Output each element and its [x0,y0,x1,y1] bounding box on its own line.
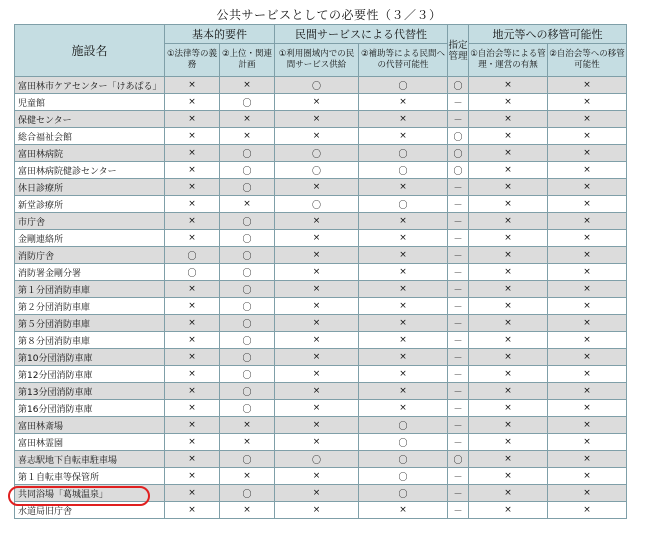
rating-cell: × [275,349,359,366]
rating-cell: × [165,366,220,383]
rating-cell: × [469,264,548,281]
facility-name-cell: 第13分団消防車庫 [15,383,165,400]
rating-cell: × [359,332,448,349]
facility-name-cell: 富田林市ケアセンター「けあぱる」 [15,77,165,94]
rating-cell: × [165,196,220,213]
rating-cell: × [359,111,448,128]
table-row [15,213,627,230]
rating-cell: × [359,179,448,196]
table-row [15,434,627,451]
rating-cell: × [275,179,359,196]
table-row [15,247,627,264]
header-private-supply: ①利用圏域内での民間サービス供給 [275,44,359,77]
rating-cell: × [275,94,359,111]
header-private-substitution: 民間サービスによる代替性 [275,25,448,44]
rating-cell: × [275,111,359,128]
rating-cell: × [165,145,220,162]
rating-cell: × [469,128,548,145]
rating-cell: 〇 [165,264,220,281]
facility-name-cell: 第10分団消防車庫 [15,349,165,366]
rating-cell: 〇 [220,230,275,247]
rating-cell: × [469,400,548,417]
rating-cell: × [165,111,220,128]
rating-cell: × [359,230,448,247]
table-row [15,162,627,179]
table-row [15,196,627,213]
table-row [15,77,627,94]
rating-cell: 〇 [165,247,220,264]
rating-cell: × [275,468,359,485]
rating-cell: × [469,162,548,179]
facility-name-cell: 金剛連絡所 [15,230,165,247]
rating-cell: × [359,298,448,315]
rating-cell: － [448,332,469,349]
table-row [15,230,627,247]
rating-cell: － [448,315,469,332]
header-local-transfer: 地元等への移管可能性 [469,25,627,44]
rating-cell: × [275,417,359,434]
rating-cell: × [275,281,359,298]
table-row [15,400,627,417]
rating-cell: － [448,179,469,196]
header-subsidy-substitution: ②補助等による民間への代替可能性 [359,44,448,77]
rating-cell: － [448,383,469,400]
rating-cell: × [165,162,220,179]
rating-cell: × [548,298,627,315]
rating-cell: 〇 [359,468,448,485]
rating-cell: × [359,213,448,230]
rating-cell: × [469,502,548,519]
rating-cell: － [448,213,469,230]
rating-cell: 〇 [220,94,275,111]
rating-cell: × [275,434,359,451]
rating-cell: 〇 [448,77,469,94]
rating-cell: × [220,434,275,451]
rating-cell: 〇 [220,145,275,162]
rating-cell: 〇 [359,451,448,468]
rating-cell: － [448,349,469,366]
table-row [15,145,627,162]
rating-cell: × [469,349,548,366]
table-row [15,94,627,111]
rating-cell: × [165,332,220,349]
rating-cell: × [469,332,548,349]
table-row [15,451,627,468]
rating-cell: 〇 [220,332,275,349]
rating-cell: 〇 [220,315,275,332]
rating-cell: 〇 [448,162,469,179]
rating-cell: × [165,179,220,196]
rating-cell: × [275,315,359,332]
rating-cell: × [220,196,275,213]
rating-cell: × [548,383,627,400]
header-community-transfer: ②自治会等への移管可能性 [548,44,627,77]
rating-cell: － [448,468,469,485]
rating-cell: 〇 [220,281,275,298]
rating-cell: × [548,264,627,281]
facility-name-cell: 総合福祉会館 [15,128,165,145]
rating-cell: × [275,485,359,502]
rating-cell: × [165,434,220,451]
rating-cell: × [359,349,448,366]
facility-name-cell: 富田林霊園 [15,434,165,451]
facility-name-cell: 第12分団消防車庫 [15,366,165,383]
rating-cell: 〇 [220,247,275,264]
rating-cell: × [359,94,448,111]
rating-cell: × [359,502,448,519]
page-title: 公共サービスとしての必要性（３／３） [216,8,442,22]
rating-cell: 〇 [220,383,275,400]
facility-name-cell: 水道局旧庁舎 [15,502,165,519]
rating-cell: × [165,298,220,315]
facility-name-cell: 休日診療所 [15,179,165,196]
rating-cell: － [448,230,469,247]
rating-cell: × [220,128,275,145]
rating-cell: × [548,145,627,162]
red-highlight-circle [8,486,150,506]
rating-cell: 〇 [359,145,448,162]
rating-cell: × [275,264,359,281]
rating-cell: × [359,128,448,145]
rating-cell: × [469,366,548,383]
rating-cell: × [548,162,627,179]
rating-cell: 〇 [220,213,275,230]
header-legal-obligation: ①法律等の義務 [165,44,220,77]
rating-cell: － [448,400,469,417]
rating-cell: × [548,417,627,434]
table-row [15,315,627,332]
header-community-management: ①自治会等による管理・運営の有無 [469,44,548,77]
rating-cell: 〇 [220,366,275,383]
table-row [15,332,627,349]
header-designated-management: 指定管理 [448,25,469,77]
rating-cell: × [165,451,220,468]
rating-cell: × [165,417,220,434]
rating-cell: × [359,315,448,332]
rating-cell: × [548,77,627,94]
header-facility-name: 施設名 [15,25,165,77]
rating-cell: － [448,111,469,128]
rating-cell: × [548,400,627,417]
rating-cell: × [359,281,448,298]
table-row [15,128,627,145]
rating-cell: × [275,213,359,230]
rating-cell: × [548,179,627,196]
facility-name-cell: 新堂診療所 [15,196,165,213]
rating-cell: × [165,502,220,519]
facility-name-cell: 消防庁舎 [15,247,165,264]
rating-cell: × [469,94,548,111]
table-row [15,298,627,315]
facility-name-cell: 消防署金剛分署 [15,264,165,281]
rating-cell: × [548,128,627,145]
rating-cell: × [275,366,359,383]
rating-cell: 〇 [448,128,469,145]
rating-cell: 〇 [275,451,359,468]
rating-cell: × [165,128,220,145]
rating-cell: × [548,434,627,451]
facility-name-cell: 保健センター [15,111,165,128]
rating-cell: × [220,468,275,485]
rating-cell: 〇 [220,485,275,502]
facility-name-cell: 第１分団消防車庫 [15,281,165,298]
rating-cell: 〇 [220,162,275,179]
table-row [15,281,627,298]
rating-cell: － [448,417,469,434]
facility-name-cell: 富田林病院 [15,145,165,162]
rating-cell: × [275,332,359,349]
rating-cell: × [548,281,627,298]
rating-cell: × [359,366,448,383]
rating-cell: × [469,315,548,332]
table-row [15,468,627,485]
rating-cell: 〇 [220,349,275,366]
rating-cell: × [548,332,627,349]
rating-cell: × [165,77,220,94]
rating-cell: × [359,383,448,400]
rating-cell: 〇 [220,400,275,417]
rating-cell: － [448,281,469,298]
rating-cell: － [448,298,469,315]
rating-cell: × [165,213,220,230]
rating-cell: 〇 [359,485,448,502]
rating-cell: × [220,417,275,434]
rating-cell: × [469,417,548,434]
table-row [15,383,627,400]
rating-cell: × [469,485,548,502]
rating-cell: × [469,145,548,162]
rating-cell: 〇 [448,145,469,162]
rating-cell: － [448,366,469,383]
rating-cell: － [448,434,469,451]
rating-cell: 〇 [220,298,275,315]
rating-cell: 〇 [448,451,469,468]
rating-cell: － [448,502,469,519]
rating-cell: 〇 [275,162,359,179]
rating-cell: × [220,111,275,128]
rating-cell: × [359,264,448,281]
rating-cell: 〇 [220,451,275,468]
table-row [15,349,627,366]
rating-cell: × [469,230,548,247]
facility-name-cell: 富田林斎場 [15,417,165,434]
rating-cell: × [165,230,220,247]
rating-cell: － [448,485,469,502]
rating-cell: × [548,502,627,519]
rating-cell: × [548,94,627,111]
rating-cell: × [548,196,627,213]
rating-cell: × [165,315,220,332]
rating-cell: × [165,468,220,485]
rating-cell: 〇 [220,264,275,281]
rating-cell: － [448,94,469,111]
rating-cell: 〇 [359,77,448,94]
rating-cell: × [165,349,220,366]
header-basic-requirements: 基本的要件 [165,25,275,44]
rating-cell: － [448,247,469,264]
rating-cell: × [165,281,220,298]
rating-cell: × [220,502,275,519]
rating-cell: 〇 [359,417,448,434]
facility-name-cell: 富田林病院健診センター [15,162,165,179]
rating-cell: × [275,298,359,315]
rating-cell: × [548,247,627,264]
rating-cell: × [548,213,627,230]
facility-name-cell: 第２分団消防車庫 [15,298,165,315]
rating-cell: × [548,315,627,332]
rating-cell: × [275,502,359,519]
rating-cell: × [548,349,627,366]
rating-cell: × [165,94,220,111]
rating-cell: 〇 [275,77,359,94]
rating-cell: × [275,230,359,247]
rating-cell: × [469,451,548,468]
facility-name-cell: 第８分団消防車庫 [15,332,165,349]
rating-cell: × [469,468,548,485]
rating-cell: × [548,468,627,485]
rating-cell: － [448,264,469,281]
rating-cell: × [359,247,448,264]
rating-cell: × [469,213,548,230]
rating-cell: × [220,77,275,94]
table-row [15,179,627,196]
rating-cell: 〇 [220,179,275,196]
facility-name-cell: 共同浴場「葛城温泉」 [15,485,165,502]
rating-cell: × [548,366,627,383]
table-row [15,264,627,281]
rating-cell: × [469,434,548,451]
rating-cell: × [469,111,548,128]
necessity-table [14,24,627,519]
rating-cell: × [469,298,548,315]
rating-cell: × [548,230,627,247]
rating-cell: × [275,400,359,417]
rating-cell: × [469,196,548,213]
table-row [15,366,627,383]
facility-name-cell: 市庁舎 [15,213,165,230]
facility-name-cell: 児童館 [15,94,165,111]
rating-cell: × [165,485,220,502]
rating-cell: 〇 [359,196,448,213]
facility-name-cell: 第16分団消防車庫 [15,400,165,417]
rating-cell: × [165,383,220,400]
facility-name-cell: 第１自転車等保管所 [15,468,165,485]
rating-cell: × [548,111,627,128]
rating-cell: × [469,77,548,94]
rating-cell: × [359,400,448,417]
facility-name-cell: 第５分団消防車庫 [15,315,165,332]
rating-cell: × [469,383,548,400]
rating-cell: × [469,247,548,264]
rating-cell: × [275,247,359,264]
table-row [15,417,627,434]
rating-cell: × [469,281,548,298]
rating-cell: × [469,179,548,196]
table-row [15,111,627,128]
rating-cell: 〇 [359,162,448,179]
rating-cell: 〇 [359,434,448,451]
header-related-plans: ②上位・関連計画 [220,44,275,77]
rating-cell: × [548,485,627,502]
facility-name-cell: 喜志駅地下自転車駐車場 [15,451,165,468]
rating-cell: × [275,128,359,145]
rating-cell: 〇 [275,196,359,213]
rating-cell: × [275,383,359,400]
rating-cell: × [548,451,627,468]
rating-cell: × [165,400,220,417]
rating-cell: 〇 [275,145,359,162]
rating-cell: － [448,196,469,213]
